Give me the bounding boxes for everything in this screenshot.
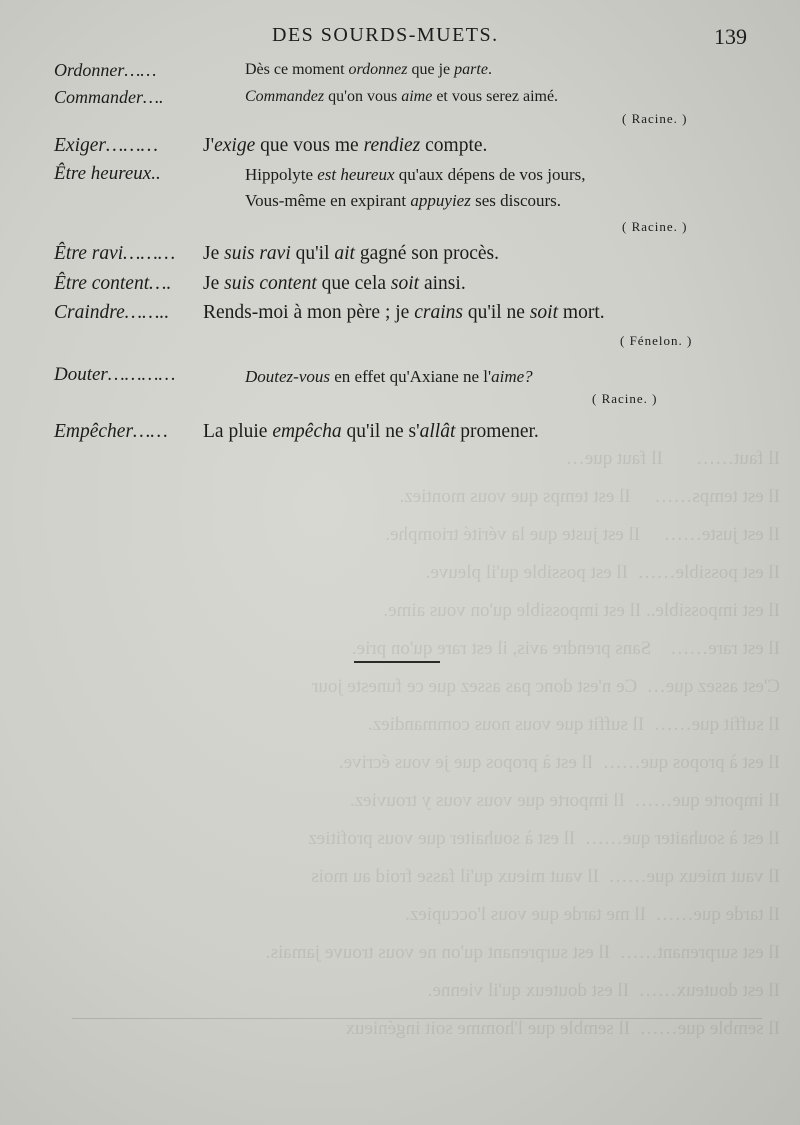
text-segment: qu'aux dépens de vos jours, xyxy=(394,165,586,184)
text-segment: qu'on vous xyxy=(324,88,402,105)
example-continuation xyxy=(245,191,561,211)
entry-commander xyxy=(0,87,800,137)
term: Ordonner…… xyxy=(54,60,157,80)
attribution: ( Racine. ) xyxy=(622,219,688,234)
verso-show-through: Il faut…… Il faut que… Il est temps…… Il est temps que vous montiez. Il est juste…… Il est juste que la vérité triomphe. Il est possible…… Il est possible qu'il pleuve. Il est impossible.. Il est impossible qu'on vous aime. Il est rare…… Sans prendre avis, il est rare qu'on prie. C'est assez que… Ce n'est donc pas assez que ce funeste jour Il suffit que…… Il suffit que vous nous commandiez. Il est à propos que…… Il est à propos que je vous écrive. Il importe que…… Il importe que vous vous y trouviez. Il est à souhaiter que…… Il est à souhaiter que vous profitiez Il vaut mieux que…… Il vaut mieux qu'il fasse froid au mois Il tarde que…… Il me tarde que vous l'occupiez. Il est surprenant…… Il est surprenant qu'on ne vous trouve jamais. Il est douteux…… Il est douteux qu'il vienne. Il semble que…… Il semble que l'homme soit ingénieux xyxy=(265,448,780,1039)
text-segment: Dès ce moment xyxy=(245,61,349,78)
text-segment: que cela xyxy=(316,273,391,294)
term: Douter………… xyxy=(54,364,176,385)
text-segment: et vous serez aimé. xyxy=(432,88,559,105)
text-segment: gagné son procès. xyxy=(354,243,500,264)
term: Craindre…….. xyxy=(54,302,170,323)
italic-word: suis content xyxy=(224,273,317,294)
entry-etre-heureux xyxy=(0,163,800,239)
italic-word: soit xyxy=(390,273,420,294)
italic-word: appuyiez xyxy=(410,191,471,210)
example-sentence xyxy=(245,88,558,106)
italic-word: ordonnez xyxy=(348,61,408,78)
text-segment: Je xyxy=(203,243,225,264)
text-segment: ainsi. xyxy=(419,273,466,294)
section-divider-rule xyxy=(354,661,440,663)
italic-word: allât xyxy=(419,421,456,442)
text-segment: qu'il ne s' xyxy=(341,421,420,442)
italic-word: ait xyxy=(334,243,355,264)
page-header xyxy=(0,24,800,54)
example-sentence xyxy=(245,367,533,387)
text-segment: promener. xyxy=(455,421,539,442)
italic-word: suis ravi xyxy=(224,243,291,264)
text-segment: . xyxy=(487,61,492,78)
italic-word: rendiez xyxy=(363,135,421,156)
page-number: 139 xyxy=(714,24,747,49)
italic-word: Doutez-vous xyxy=(245,367,330,386)
text-segment: J' xyxy=(203,135,215,156)
text-segment: qu'il xyxy=(290,243,335,264)
term: Être content…. xyxy=(54,273,172,294)
example-sentence xyxy=(203,273,466,295)
italic-word: est heureux xyxy=(317,165,395,184)
italic-word: Commandez xyxy=(245,88,325,105)
entry-craindre xyxy=(0,302,800,354)
example-sentence xyxy=(245,165,586,185)
italic-word: aime xyxy=(401,88,433,105)
entry-douter xyxy=(0,364,800,414)
text-segment: Vous-même en expirant xyxy=(245,191,411,210)
entry-ordonner xyxy=(0,60,800,84)
example-sentence xyxy=(203,135,487,157)
text-segment: La pluie xyxy=(203,421,273,442)
example-sentence xyxy=(203,302,605,324)
text-segment: qu'il ne xyxy=(462,302,530,323)
example-sentence xyxy=(203,243,499,265)
italic-word: parte xyxy=(454,61,488,78)
attribution: ( Racine. ) xyxy=(622,111,688,126)
italic-word: exige xyxy=(214,135,256,156)
term: Commander…. xyxy=(54,87,164,107)
text-segment: que vous me xyxy=(255,135,364,156)
attribution: ( Racine. ) xyxy=(592,391,658,406)
example-sentence xyxy=(203,421,539,443)
term: Être ravi……… xyxy=(54,243,176,264)
text-segment: Rends-moi à mon père ; je xyxy=(203,302,415,323)
italic-word: empêcha xyxy=(272,421,342,442)
text-segment: Je xyxy=(203,273,225,294)
entry-etre-ravi xyxy=(0,243,800,269)
attribution: ( Fénelon. ) xyxy=(620,333,693,348)
entry-empecher xyxy=(0,421,800,447)
italic-word: crains xyxy=(414,302,463,323)
entry-etre-content xyxy=(0,273,800,299)
text-segment: ses discours. xyxy=(470,191,562,210)
entry-exiger xyxy=(0,135,800,161)
text-segment: Hippolyte xyxy=(245,165,318,184)
example-sentence xyxy=(245,61,492,79)
footnote-rule-show-through xyxy=(72,1018,762,1019)
running-title: DES SOURDS-MUETS. xyxy=(272,24,499,46)
text-segment: que je xyxy=(407,61,455,78)
term: Empêcher…… xyxy=(54,421,168,442)
text-segment: mort. xyxy=(558,302,605,323)
text-segment: compte. xyxy=(420,135,488,156)
text-segment: en effet qu'Axiane ne l' xyxy=(329,367,492,386)
term: Exiger……… xyxy=(54,135,158,156)
term: Être heureux.. xyxy=(54,163,161,184)
italic-word: soit xyxy=(529,302,559,323)
italic-word: aime? xyxy=(491,367,533,386)
